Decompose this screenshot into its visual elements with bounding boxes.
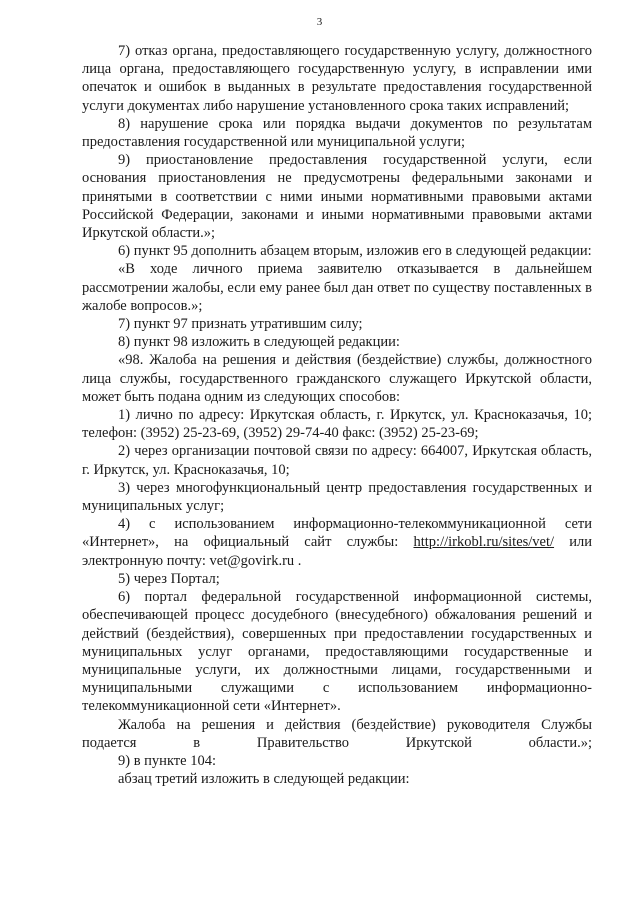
paragraph-item-8: 8) нарушение срока или порядка выдачи документов по результатам предоставления государственной или муниципальной услуги; (82, 115, 592, 151)
email-link[interactable]: vet@govirk.ru (209, 552, 295, 569)
page-number: 3 (316, 16, 323, 28)
paragraph-method-1: 1) лично по адресу: Иркутская область, г. Иркутск, ул. Красноказачья, 10; телефон: (3952) 25-23-69, (3952) 29-74-40 факс: (3952) 25-23-69; (82, 407, 592, 442)
paragraph-item-7: 7) отказ органа, предоставляющего государственную услугу, должностного лица органа, предоставляющего государственную услугу, в исправлении ими опечаток и ошибок в выданных в результате предоставления государственной услуги документах либо нарушение установленного срока таких исправлений; (82, 43, 592, 114)
method-4-middle: или электронную почту: (82, 534, 592, 569)
paragraph-method-6: 6) портал федеральной государственной информационной системы, обеспечивающей процесс досудебного (внесудебного) обжалования решений и действий (бездействия), совершенных при предоставлении государственных и муниципальных услуг органами, предоставляющими государственные и муниципальные услуги, их должностными лицами, государственными и муниципальными служащими с использованием информационно-телекоммуникационной сети «Интернет». (82, 589, 592, 715)
paragraph-quote-personal-reception: «В ходе личного приема заявителю отказывается в дальнейшем рассмотрении жалобы, если ему ранее был дан ответ по существу поставленных в жалобе вопросов.»; (82, 261, 592, 314)
paragraph-point-9-subclause: абзац третий изложить в следующей редакции: (118, 771, 410, 788)
paragraph-clause-98: «98. Жалоба на решения и действия (бездействие) службы, должностного лица службы, государственного гражданского служащего Иркутской области, может быть подана одним из следующих способов: (82, 352, 592, 405)
method-4-end: . (294, 552, 302, 569)
paragraph-point-8: 8) пункт 98 изложить в следующей редакции: (118, 334, 400, 351)
paragraph-method-4 (82, 515, 592, 570)
official-site-link[interactable]: http://irkobl.ru/sites/vet/ (413, 534, 555, 551)
paragraph-point-6: 6) пункт 95 дополнить абзацем вторым, изложив его в следующей редакции: (118, 243, 592, 260)
paragraph-point-9: 9) в пункте 104: (118, 752, 216, 769)
paragraph-complaint-head: Жалоба на решения и действия (бездействие) руководителя Службы подается в Правительство Иркутской области.»; (82, 716, 592, 751)
paragraph-method-5: 5) через Портал; (118, 570, 220, 587)
method-4-text: 4) с использованием информационно-телекоммуникационной сети «Интернет», на официальный сайт службы: (82, 516, 592, 551)
paragraph-method-2: 2) через организации почтовой связи по адресу: 664007, Иркутская область, г. Иркутск, ул. Красноказачья, 10; (82, 443, 592, 478)
paragraph-method-3: 3) через многофункциональный центр предоставления государственных и муниципальных услуг; (82, 479, 592, 515)
document-body (82, 42, 592, 788)
paragraph-point-7: 7) пункт 97 признать утратившим силу; (118, 316, 363, 333)
paragraph-item-9: 9) приостановление предоставления государственной услуги, если основания приостановления не предусмотрены федеральными законами и принятыми в соответствии с ними иными нормативными правовыми актами Российской Федерации, законами и иными нормативными правовыми актами Иркутской области.»; (82, 152, 592, 242)
